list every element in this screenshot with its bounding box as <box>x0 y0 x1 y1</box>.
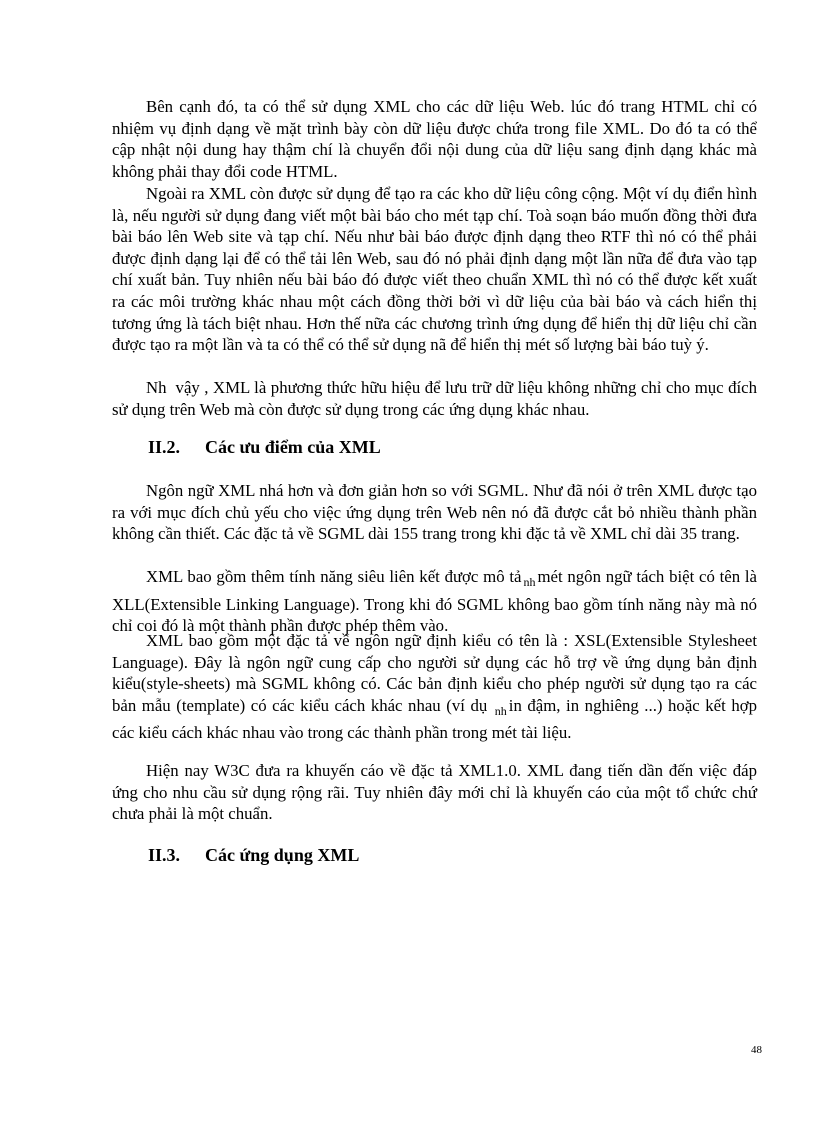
paragraph-xml-web-data: Bên cạnh đó, ta có thể sử dụng XML cho các dữ liệu Web. lúc đó trang HTML chỉ có nhiệm vụ định dạng về mặt trình bày còn dữ liệu được chứa trong file XML. Do đó ta có thể cập nhật nội dung hay thậm chí là chuyển đổi nội dung của dữ liệu sang định dạng khác mà không phải thay đổi code HTML. <box>112 97 757 181</box>
paragraph-xsl-after: in đậm, in nghiêng ...) hoặc kết hợp các kiểu cách khác nhau vào trong các thành phần trong mét tài liệu. <box>112 695 757 743</box>
section-heading-advantages <box>148 437 381 458</box>
paragraph-xll-linking <box>112 566 757 637</box>
paragraph-w3c-recommendation: Hiện nay W3C đưa ra khuyến cáo về đặc tả XML1.0. XML đang tiến dần đến việc đáp ứng cho nhu cầu sử dụng rộng rãi. Tuy nhiên đây mới chỉ là khuyến cáo của một tổ chức chứ chưa phải là một chuẩn. <box>112 761 757 824</box>
paragraph-xsl-before: XML bao gồm một đặc tả về ngôn ngữ định kiểu có tên là : XSL(Extensible Stylesheet Language). Đây là ngôn ngữ cung cấp cho người sử dụng các hỗ trợ về ứng dụng bản định kiểu(style-sheets) mà SGML không có. Các bản định kiểu cho phép người sử dụng tạo ra các bản mẫu (template) có các kiểu cách khác nhau (ví dụ <box>112 631 757 715</box>
section-number: II.3. <box>148 845 181 865</box>
paragraph-xll-after: mét ngôn ngữ tách biệt có tên là XLL(Extensible Linking Language). Trong khi đó SGML không bao gồm tính năng này mà nó chỉ coi đó là một thành phần được phép thêm vào. <box>112 567 757 636</box>
section-title: Các ứng dụng XML <box>205 845 360 865</box>
paragraph-xml-summary-rest: vậy , XML là phương thức hữu hiệu để lưu trữ dữ liệu không những chỉ cho mục đích sử dụng trên Web mà còn được sử dụng trong các ứng dụng khác nhau. <box>112 378 757 419</box>
paragraph-xll-before: XML bao gồm thêm tính năng siêu liên kết được mô tả <box>146 567 522 586</box>
paragraph-xml-summary-prefix: Nh <box>146 378 167 397</box>
section-title: Các ưu điểm của XML <box>205 437 381 457</box>
paragraph-xll-sub: nh <box>523 575 536 589</box>
page-number: 48 <box>751 1044 762 1056</box>
paragraph-xml-vs-sgml: Ngôn ngữ XML nhá hơn và đơn giản hơn so với SGML. Như đã nói ở trên XML được tạo ra với mục đích chủ yếu cho việc ứng dụng trên Web nên nó đã được cắt bỏ nhiều thành phần không cần thiết. Các đặc tả về SGML dài 155 trang trong khi đặc tả về XML chỉ dài 35 trang. <box>112 481 757 544</box>
paragraph-xml-summary <box>112 377 757 420</box>
section-number: II.2. <box>148 437 181 457</box>
section-heading-applications <box>148 845 359 866</box>
paragraph-public-data-stores: Ngoài ra XML còn được sử dụng để tạo ra các kho dữ liệu công cộng. Một ví dụ điển hình là, nếu người sử dụng đang viết một bài báo cho mét tạp chí. Toà soạn báo muốn đồng thời đưa bài báo lên Web site và tạp chí. Nếu như bài báo được định dạng theo RTF thì nó có thể phải được định dạng lại để có thể tải lên Web, sau đó nó phải định dạng một lần nữa để đưa vào tạp chí xuất bản. Tuy nhiên nếu bài báo đó được viết theo chuẩn XML thì nó có thể được kết xuất ra các môi trường khác nhau một cách đồng thời bởi vì dữ liệu của bài báo và cách hiển thị tương ứng là tách biệt nhau. Hơn thế nữa các chương trình ứng dụng để hiển thị dữ liệu chỉ cần được tạo ra một lần và ta có thể có thể sử dụng nã để hiển thị mét số lượng bài báo tuỳ ý. <box>112 184 757 355</box>
paragraph-xsl-stylesheet <box>112 630 757 744</box>
paragraph-xsl-sub: nh <box>494 703 507 718</box>
